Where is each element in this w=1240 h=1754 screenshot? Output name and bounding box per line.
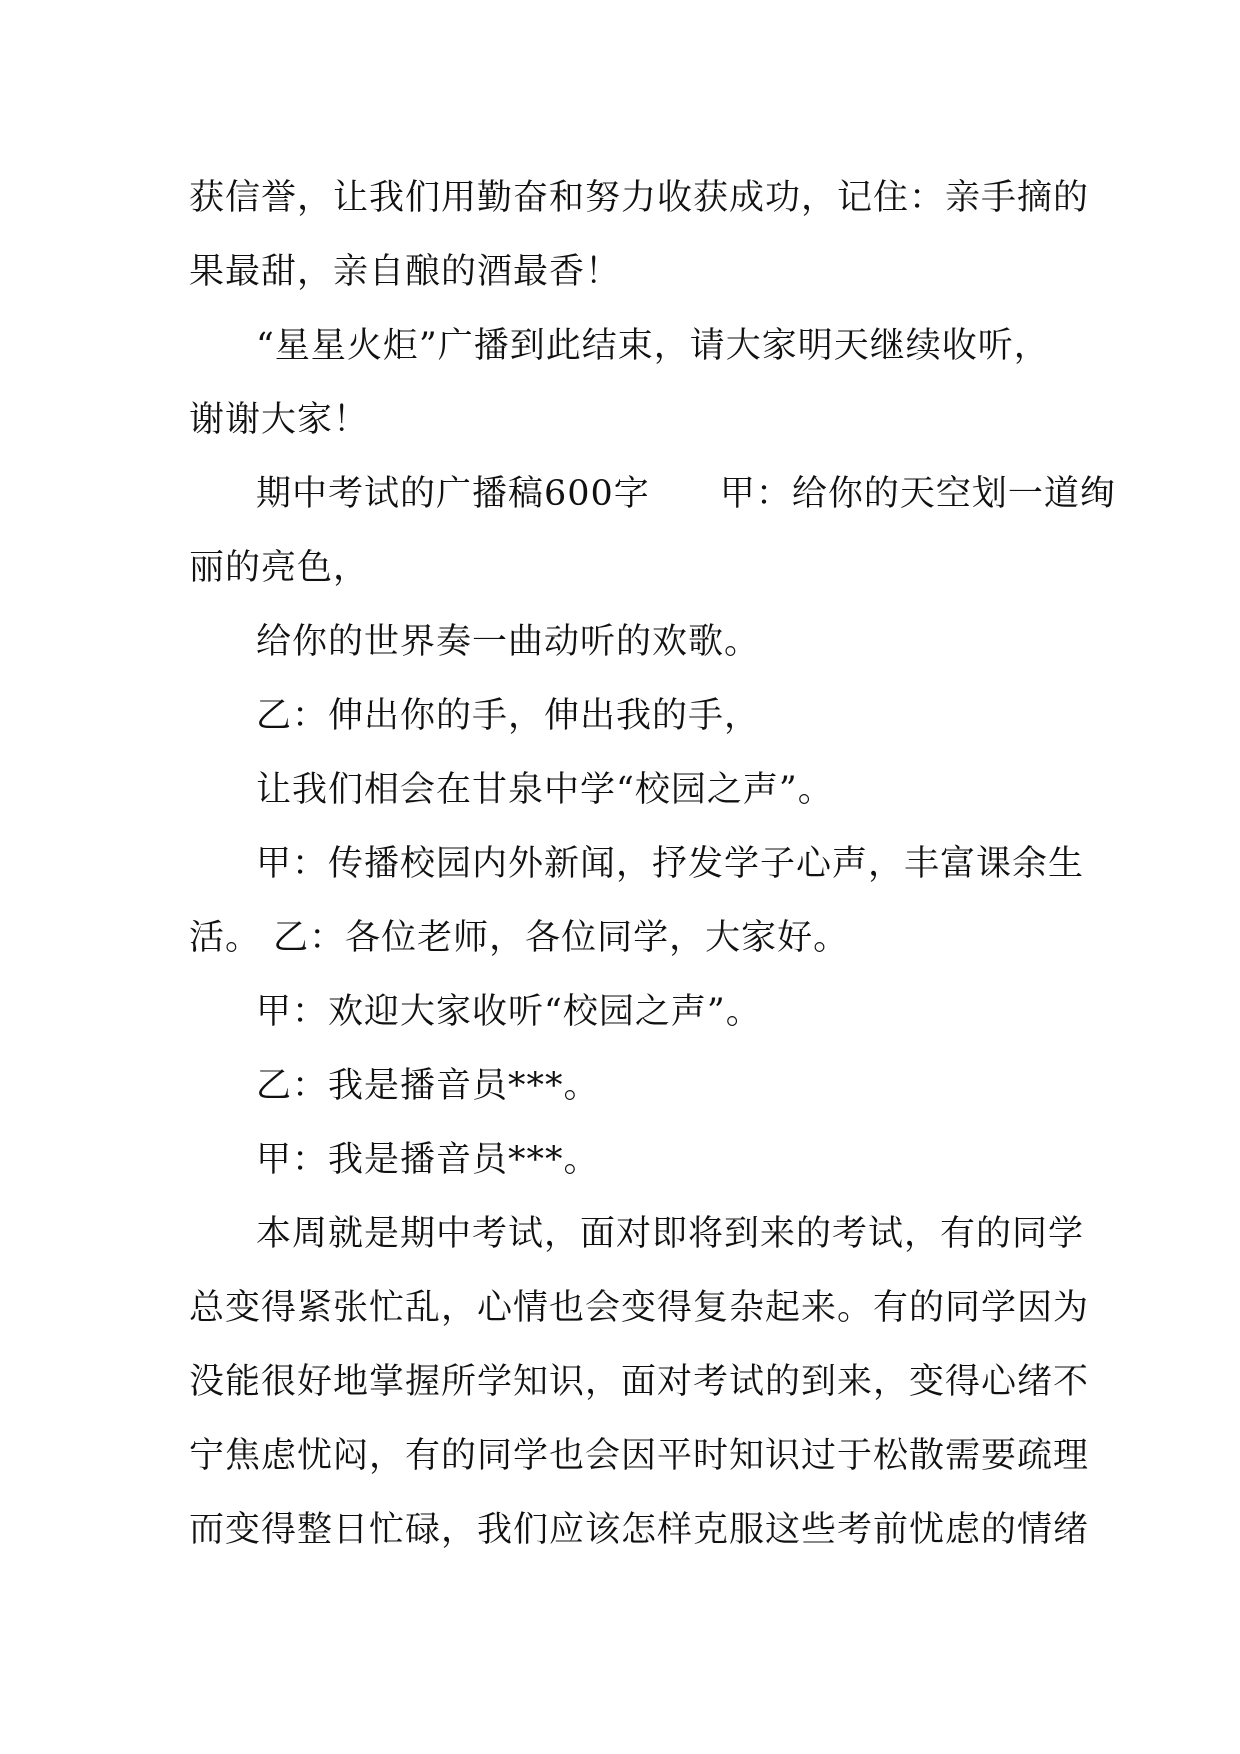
text-line-13: 乙：我是播音员***。 (256, 1066, 600, 1106)
text-line-10: 甲：传播校园内外新闻，抒发学子心声，丰富课余生 (256, 844, 1085, 884)
text-line-3: “星星火炬”广播到此结束，请大家明天继续收听， (256, 326, 1050, 366)
text-line-15: 本周就是期中考试，面对即将到来的考试，有的同学 (256, 1214, 1085, 1254)
text-line-12: 甲：欢迎大家收听“校园之声”。 (256, 992, 762, 1032)
text-line-4: 谢谢大家！ (189, 400, 370, 440)
text-line-11: 活。 乙：各位老师，各位同学，大家好。 (189, 918, 850, 958)
text-line-9: 让我们相会在甘泉中学“校园之声”。 (256, 770, 834, 810)
text-line-17: 没能很好地掌握所学知识，面对考试的到来，变得心绪不 (189, 1362, 1090, 1402)
broadcast-title: 期中考试的广播稿600字 (256, 474, 650, 514)
text-line-19: 而变得整日忙碌，我们应该怎样克服这些考前忧虑的情绪 (189, 1510, 1090, 1550)
text-line-1: 获信誉，让我们用勤奋和努力收获成功，记住：亲手摘的 (189, 178, 1090, 218)
text-line-7: 给你的世界奏一曲动听的欢歌。 (256, 622, 761, 662)
text-line-18: 宁焦虑忧闷，有的同学也会因平时知识过于松散需要疏理 (189, 1436, 1090, 1476)
text-line-16: 总变得紧张忙乱，心情也会变得复杂起来。有的同学因为 (189, 1288, 1090, 1328)
text-line-6: 丽的亮色， (189, 548, 370, 588)
text-line-5-continuation: 甲：给你的天空划一道绚 (719, 474, 1116, 514)
text-line-5 (256, 472, 1116, 516)
text-line-8: 乙：伸出你的手，伸出我的手， (256, 696, 761, 736)
text-line-14: 甲：我是播音员***。 (256, 1140, 600, 1180)
text-line-2: 果最甜，亲自酿的酒最香！ (189, 252, 622, 292)
